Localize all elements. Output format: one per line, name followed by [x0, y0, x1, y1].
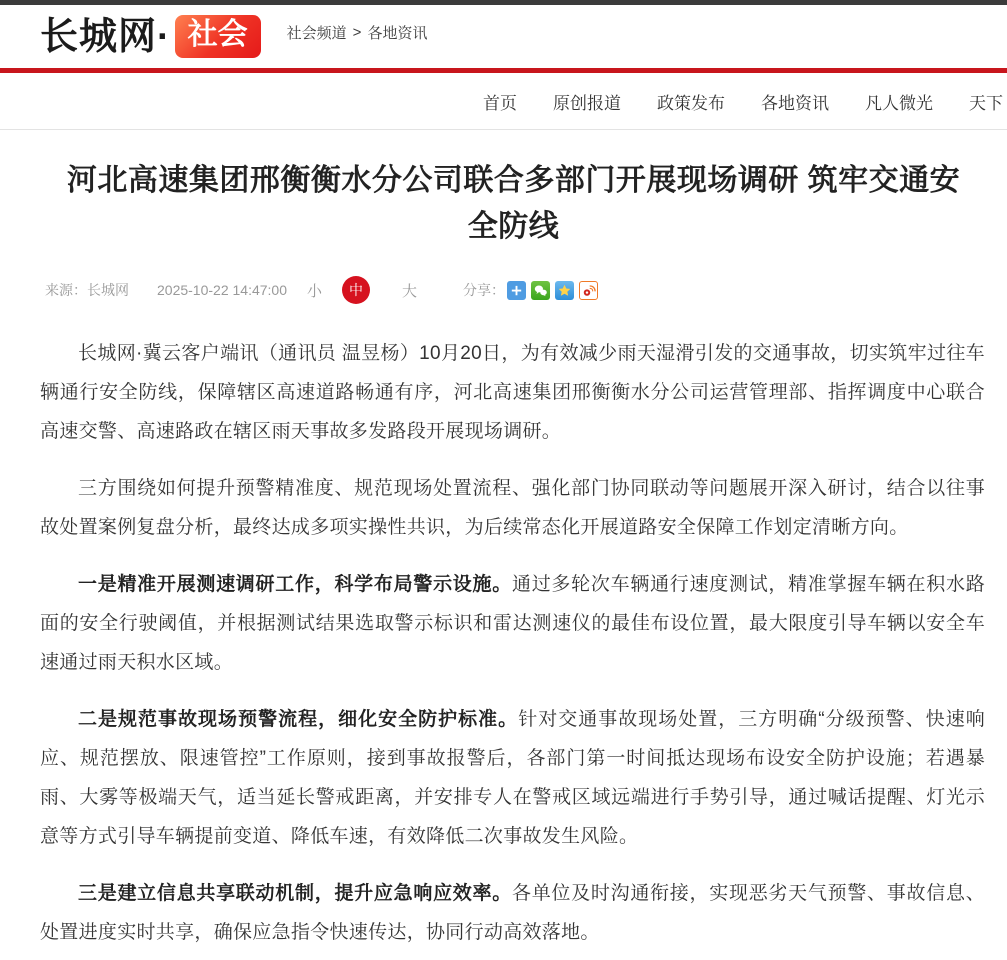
site-name: 长城网· [40, 15, 171, 58]
article-title: 河北高速集团邢衡衡水分公司联合多部门开展现场调研 筑牢交通安全防线 [66, 164, 961, 243]
sina-weibo-share-icon[interactable] [579, 281, 598, 300]
channel-badge: 社会 [175, 15, 261, 58]
breadcrumb-separator: > [352, 24, 362, 41]
article-paragraph-5 [40, 874, 985, 952]
font-size-large-button[interactable]: 大 [402, 282, 418, 300]
article-body [40, 334, 987, 952]
site-header [0, 5, 1007, 68]
font-size-small-button[interactable]: 小 [307, 282, 323, 300]
wechat-share-icon[interactable] [531, 281, 550, 300]
paragraph-text: 长城网·冀云客户端讯（通讯员 温昱杨）10月20日，为有效减少雨天湿滑引发的交通事故，切实筑牢过往车辆通行安全防线，保障辖区高速道路畅通有序，河北高速集团邢衡衡水分公司运营管理部、指挥调度中心联合高速交警、高速路政在辖区雨天事故多发路段开展现场调研。 [40, 343, 985, 442]
qzone-share-icon[interactable] [555, 281, 574, 300]
article-datetime: 2025-10-22 14:47:00 [157, 282, 287, 298]
paragraph-lead: 三是建立信息共享联动机制，提升应急响应效率。 [78, 883, 512, 904]
nav-item-policy[interactable]: 政策发布 [657, 93, 725, 113]
breadcrumb [287, 22, 428, 43]
paragraph-text: 各单位及时沟通衔接，实现恶劣天气预警、事故信息、处置进度实时共享，确保应急指令快速传达，协同行动高效落地。 [40, 883, 985, 943]
site-logo[interactable] [40, 15, 261, 58]
article-paragraph-4 [40, 700, 985, 856]
share-icon-group [507, 281, 598, 300]
article-paragraph-3 [40, 565, 985, 682]
paragraph-text: 通过多轮次车辆通行速度测试，精准掌握车辆在积水路面的安全行驶阈值，并根据测试结果选取警示标识和雷达测速仪的最佳布设位置，最大限度引导车辆以安全车速通过雨天积水区域。 [40, 574, 985, 673]
breadcrumb-section[interactable]: 各地资讯 [367, 25, 428, 42]
font-size-medium-button[interactable]: 中 [342, 276, 370, 304]
article-source: 来源：长城网 [45, 282, 129, 298]
share-more-icon[interactable] [507, 281, 526, 300]
paragraph-lead: 二是规范事故现场预警流程，细化安全防护标准。 [78, 709, 519, 730]
main-navigation [0, 73, 1007, 130]
article-paragraph-1 [40, 334, 985, 451]
nav-item-world[interactable]: 天下 [969, 93, 1003, 113]
share-label: 分享： [463, 282, 506, 298]
article-paragraph-2 [40, 469, 985, 547]
paragraph-text: 针对交通事故现场处置，三方明确“分级预警、快速响应、规范摆放、限速管控”工作原则，接到事故报警后，各部门第一时间抵达现场布设安全防护设施；若遇暴雨、大雾等极端天气，适当延长警戒距离，并安排专人在警戒区域远端进行手势引导，通过喊话提醒、灯光示意等方式引导车辆提前变道、降低车速，有效降低二次事故发生风险。 [40, 709, 985, 847]
nav-item-home[interactable]: 首页 [483, 93, 517, 113]
nav-item-local-news[interactable]: 各地资讯 [761, 93, 829, 113]
paragraph-text: 三方围绕如何提升预警精准度、规范现场处置流程、强化部门协同联动等问题展开深入研讨，结合以往事故处置案例复盘分析，最终达成多项实操性共识，为后续常态化开展道路安全保障工作划定清晰方向。 [40, 478, 985, 538]
nav-item-ordinary-people[interactable]: 凡人微光 [865, 93, 933, 113]
article-container [0, 158, 1007, 952]
breadcrumb-channel[interactable]: 社会频道 [286, 25, 347, 42]
paragraph-lead: 一是精准开展测速调研工作，科学布局警示设施。 [78, 574, 512, 595]
nav-item-original-reports[interactable]: 原创报道 [553, 93, 621, 113]
article-meta-row [40, 276, 987, 304]
